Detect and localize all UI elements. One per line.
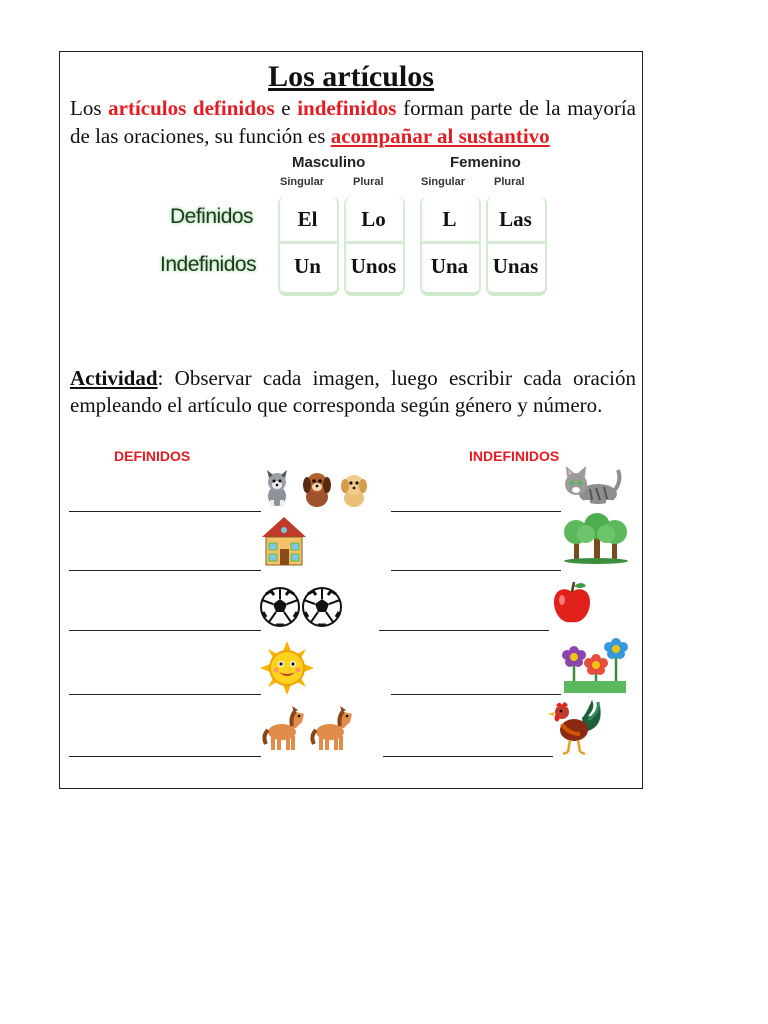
indefinidos-column-header: INDEFINIDOS	[469, 448, 560, 464]
article-cell: Las	[499, 207, 532, 231]
cell-divider	[422, 241, 479, 244]
singular-header: Singular	[421, 176, 466, 188]
cat-icon	[560, 462, 624, 510]
house-icon	[260, 515, 308, 567]
brown-puppy	[303, 473, 331, 507]
apple-icon	[550, 580, 594, 626]
writing-line[interactable]	[391, 694, 561, 695]
flowers-icon	[560, 637, 630, 695]
intro-text: forman parte de la mayoría de las oraciones, su función es	[70, 96, 636, 148]
article-cell: El	[297, 207, 318, 231]
writing-line[interactable]	[69, 756, 261, 757]
horse	[264, 706, 304, 750]
row-label-definidos: Definidos	[170, 205, 254, 228]
horse	[312, 706, 352, 750]
writing-line[interactable]	[383, 756, 553, 757]
soccer-ball	[261, 588, 299, 626]
article-cell: Un	[294, 254, 321, 278]
activity-instructions	[70, 365, 636, 419]
article-cell: Una	[430, 254, 469, 278]
article-cell: Lo	[361, 207, 386, 231]
writing-line[interactable]	[379, 630, 549, 631]
soccer-ball	[303, 588, 341, 626]
gray-puppy	[267, 470, 287, 507]
sun-icon	[260, 641, 314, 695]
article-cell: L	[442, 207, 457, 231]
cream-puppy	[341, 475, 367, 507]
cell-divider	[346, 241, 403, 244]
intro-text: Los	[70, 96, 109, 120]
article-cell: Unas	[492, 254, 539, 278]
writing-line[interactable]	[69, 570, 261, 571]
cell-divider	[280, 241, 337, 244]
article-cell: Unos	[350, 254, 397, 278]
horses-icon	[260, 702, 356, 754]
writing-line[interactable]	[391, 570, 561, 571]
singular-header: Singular	[280, 176, 325, 188]
intro-highlight-definidos: artículos definidos	[108, 96, 275, 120]
page-title: Los artículos	[268, 60, 434, 93]
intro-text: e	[274, 96, 298, 120]
soccer-balls-icon	[260, 586, 344, 628]
worksheet	[59, 51, 643, 789]
writing-line[interactable]	[69, 694, 261, 695]
masculine-header: Masculino	[292, 154, 366, 171]
plural-header: Plural	[353, 176, 384, 188]
feminine-header: Femenino	[450, 154, 521, 171]
rooster-icon	[548, 698, 604, 756]
intro-highlight-indefinidos: indefinidos	[297, 96, 397, 120]
activity-label: Actividad	[70, 366, 158, 390]
writing-line[interactable]	[69, 630, 261, 631]
dogs-icon	[260, 468, 372, 508]
cell-divider	[488, 241, 545, 244]
activity-text: : Observar cada imagen, luego escribir cada oración empleando el artículo que corresponda según género y número.	[70, 366, 636, 417]
plural-header: Plural	[494, 176, 525, 188]
writing-line[interactable]	[391, 511, 561, 512]
writing-line[interactable]	[69, 511, 261, 512]
definidos-column-header: DEFINIDOS	[114, 448, 191, 464]
row-label-indefinidos: Indefinidos	[160, 253, 257, 276]
trees-icon	[560, 512, 630, 564]
articles-table	[158, 148, 638, 298]
intro-highlight-function: acompañar al sustantivo	[330, 124, 550, 148]
